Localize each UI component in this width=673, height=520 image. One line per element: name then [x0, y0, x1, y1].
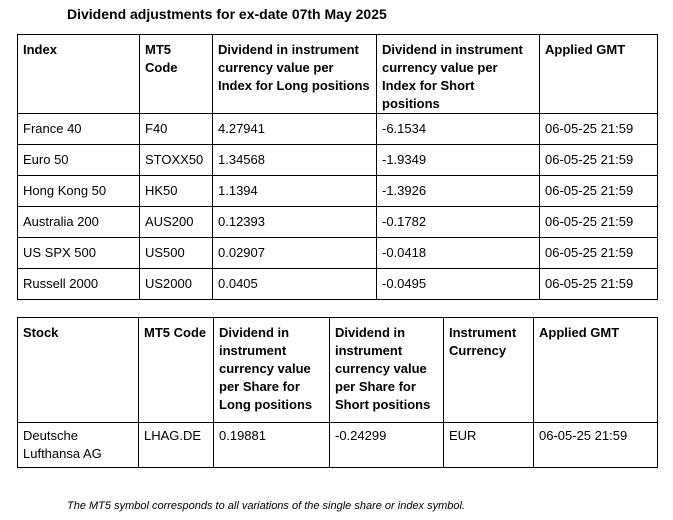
table-row [18, 423, 658, 468]
cell-short-dividend: -6.1534 [377, 114, 540, 145]
cell-index: Euro 50 [18, 145, 140, 176]
cell-long-dividend: 4.27941 [213, 114, 377, 145]
header-instrument-currency: Instrument Currency [444, 318, 534, 423]
stock-dividend-table [17, 317, 658, 468]
cell-mt5-code: US500 [140, 238, 213, 269]
header-long-dividend: Dividend in instrument currency value per Share for Long positions [214, 318, 330, 423]
cell-short-dividend: -1.9349 [377, 145, 540, 176]
cell-stock: Deutsche Lufthansa AG [18, 423, 139, 468]
page-title: Dividend adjustments for ex-date 07th May 2025 [67, 6, 387, 22]
cell-applied-gmt: 06-05-25 21:59 [534, 423, 658, 468]
cell-index: Russell 2000 [18, 269, 140, 300]
cell-applied-gmt: 06-05-25 21:59 [540, 238, 658, 269]
header-mt5-code: MT5 Code [139, 318, 214, 423]
cell-applied-gmt: 06-05-25 21:59 [540, 114, 658, 145]
header-applied-gmt: Applied GMT [540, 35, 658, 114]
table-row [18, 269, 658, 300]
cell-mt5-code: HK50 [140, 176, 213, 207]
table-row [18, 207, 658, 238]
cell-short-dividend: -1.3926 [377, 176, 540, 207]
cell-mt5-code: US2000 [140, 269, 213, 300]
header-long-dividend: Dividend in instrument currency value per Index for Long positions [213, 35, 377, 114]
cell-long-dividend: 1.1394 [213, 176, 377, 207]
header-mt5-code: MT5 Code [140, 35, 213, 114]
cell-index: US SPX 500 [18, 238, 140, 269]
table-row [18, 114, 658, 145]
cell-index: Hong Kong 50 [18, 176, 140, 207]
cell-mt5-code: F40 [140, 114, 213, 145]
header-short-dividend: Dividend in instrument currency value per Index for Short positions [377, 35, 540, 114]
cell-long-dividend: 0.19881 [214, 423, 330, 468]
cell-short-dividend: -0.1782 [377, 207, 540, 238]
cell-long-dividend: 0.02907 [213, 238, 377, 269]
header-applied-gmt: Applied GMT [534, 318, 658, 423]
cell-instrument-currency: EUR [444, 423, 534, 468]
table-row [18, 238, 658, 269]
cell-short-dividend: -0.24299 [330, 423, 444, 468]
header-stock: Stock [18, 318, 139, 423]
cell-mt5-code: LHAG.DE [139, 423, 214, 468]
footnote: The MT5 symbol corresponds to all variations of the single share or index symbol. [67, 500, 466, 512]
cell-mt5-code: AUS200 [140, 207, 213, 238]
table-header-row [18, 318, 658, 423]
table-header-row [18, 35, 658, 114]
table-row [18, 145, 658, 176]
cell-long-dividend: 1.34568 [213, 145, 377, 176]
header-index: Index [18, 35, 140, 114]
cell-mt5-code: STOXX50 [140, 145, 213, 176]
cell-applied-gmt: 06-05-25 21:59 [540, 269, 658, 300]
cell-index: Australia 200 [18, 207, 140, 238]
cell-short-dividend: -0.0418 [377, 238, 540, 269]
header-short-dividend: Dividend in instrument currency value per Share for Short positions [330, 318, 444, 423]
cell-short-dividend: -0.0495 [377, 269, 540, 300]
cell-long-dividend: 0.12393 [213, 207, 377, 238]
cell-long-dividend: 0.0405 [213, 269, 377, 300]
cell-applied-gmt: 06-05-25 21:59 [540, 176, 658, 207]
cell-applied-gmt: 06-05-25 21:59 [540, 145, 658, 176]
cell-applied-gmt: 06-05-25 21:59 [540, 207, 658, 238]
cell-index: France 40 [18, 114, 140, 145]
index-dividend-table [17, 34, 658, 300]
table-row [18, 176, 658, 207]
